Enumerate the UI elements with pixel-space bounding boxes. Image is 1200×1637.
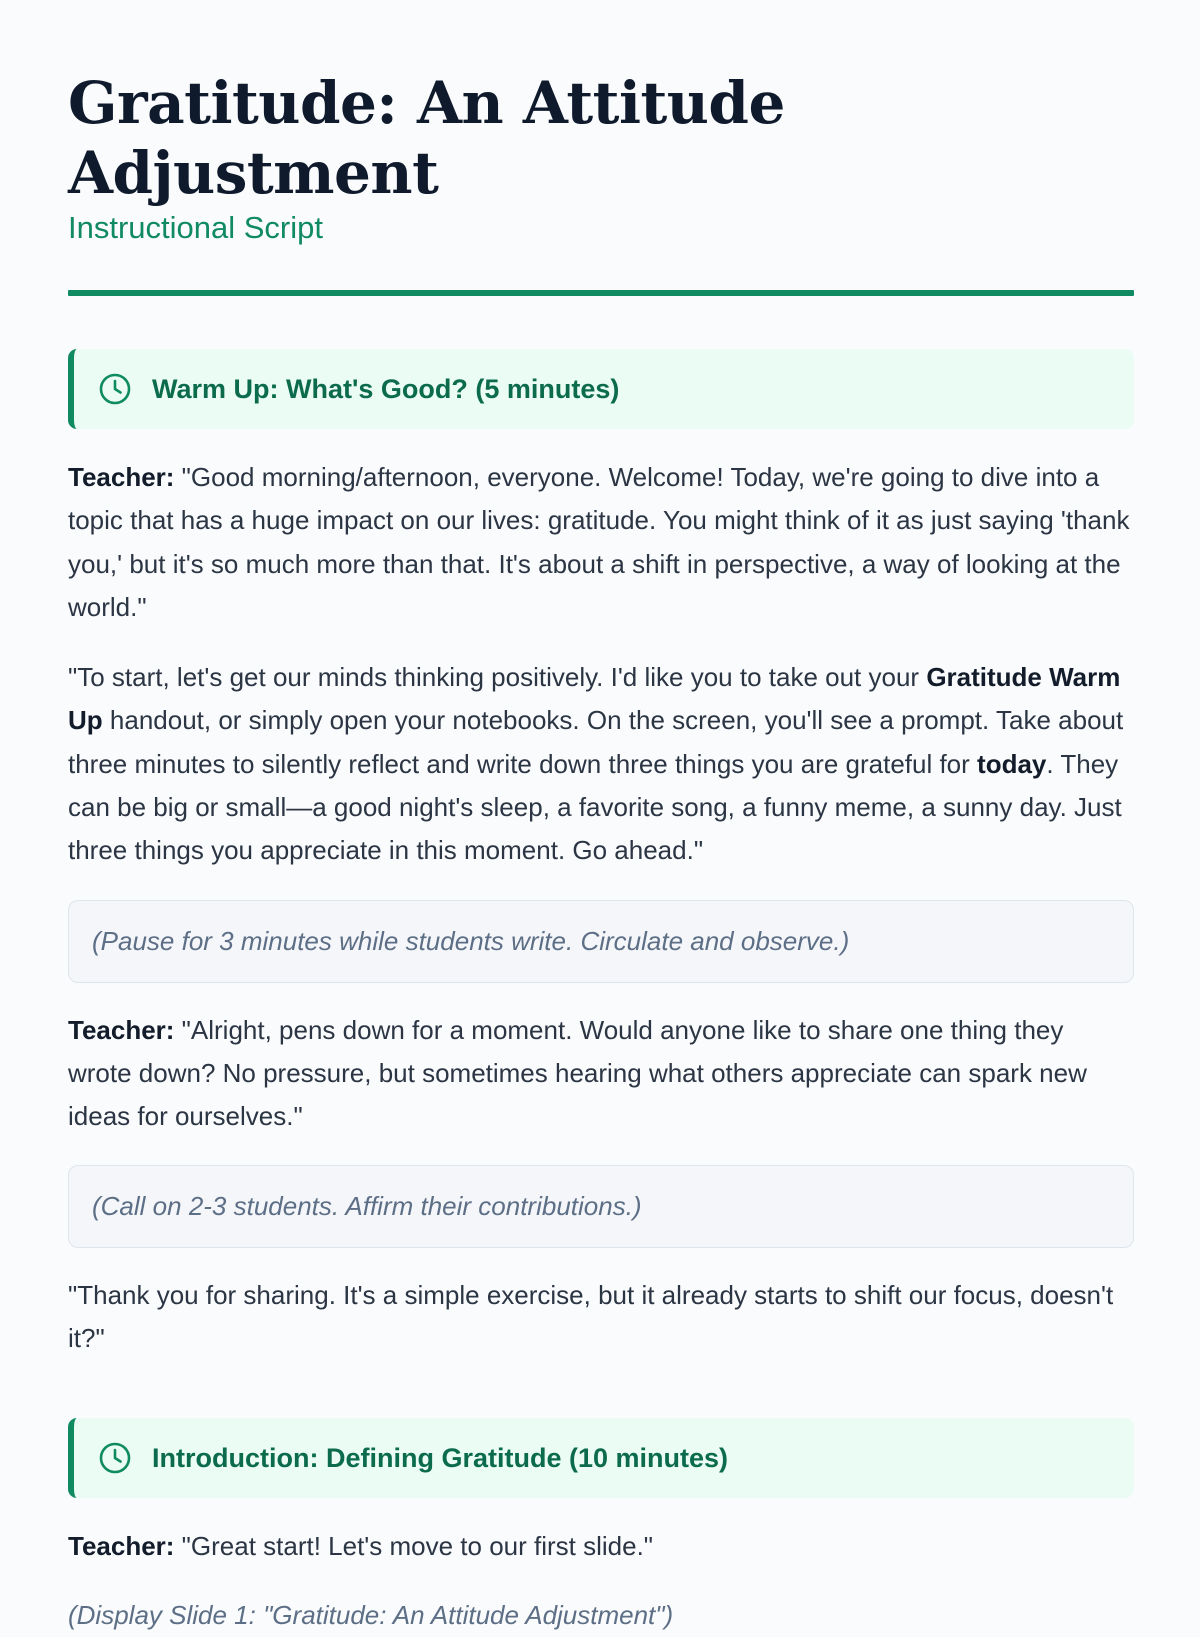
page-subtitle: Instructional Script — [68, 210, 323, 245]
section-header-warm-up — [68, 349, 1134, 429]
speaker-label: Teacher: — [68, 462, 175, 492]
script-page — [68, 0, 1134, 1637]
stage-direction-text: (Display Slide 1: "Gratitude: An Attitude Adjustment") — [68, 1600, 674, 1631]
paragraph-text: "Good morning/afternoon, everyone. Welcome! Today, we're going to dive into a topic that has a huge impact on our lives: gratitude. You might think of it as just saying 'thank you,' but it's so much more than that. It's about a shift in perspective, a way of looking at the world." — [68, 462, 1130, 622]
title-divider — [68, 290, 1134, 296]
script-paragraph — [68, 1525, 1134, 1568]
paragraph-text: . They can be big or small—a good night's sleep, a favorite song, a funny meme, a sunny day. Just three things you appreciate in this moment. Go ahead." — [68, 748, 1122, 866]
paragraph-text: "Thank you for sharing. It's a simple exercise, but it already starts to shift our focus, doesn't it?" — [68, 1279, 1114, 1353]
paragraph-text: "Alright, pens down for a moment. Would anyone like to share one thing they wrote down? No pressure, but sometimes hearing what others appreciate can spark new ideas for ourselves." — [68, 1014, 1087, 1132]
emphasis-text: today — [977, 748, 1047, 779]
clock-icon — [98, 1441, 132, 1475]
section-header-introduction — [68, 1418, 1134, 1498]
script-paragraph — [68, 456, 1134, 629]
clock-icon — [98, 372, 132, 406]
section-heading: Warm Up: What's Good? (5 minutes) — [152, 373, 620, 404]
paragraph-text: "Great start! Let's move to our first slide." — [174, 1531, 654, 1562]
speaker-label: Teacher: — [68, 1014, 175, 1045]
handout-name: Gratitude Warm Up — [68, 662, 1121, 736]
speaker-label: Teacher: — [68, 1531, 175, 1562]
page-title: Gratitude: An Attitude Adjustment — [68, 69, 785, 207]
section-heading: Introduction: Defining Gratitude (10 minutes) — [152, 1442, 728, 1473]
script-paragraph — [68, 1274, 1134, 1361]
stage-direction-note: (Call on 2-3 students. Affirm their contributions.) — [68, 1165, 1134, 1248]
paragraph-text: "To start, let's get our minds thinking positively. I'd like you to take out your — [68, 662, 927, 693]
script-paragraph — [68, 656, 1134, 872]
stage-direction-note: (Pause for 3 minutes while students write. Circulate and observe.) — [68, 900, 1134, 983]
paragraph-text: handout, or simply open your notebooks. On the screen, you'll see a prompt. Take about three minutes to silently reflect and write down three things you are grateful for — [68, 705, 1124, 779]
script-paragraph — [68, 1009, 1134, 1139]
